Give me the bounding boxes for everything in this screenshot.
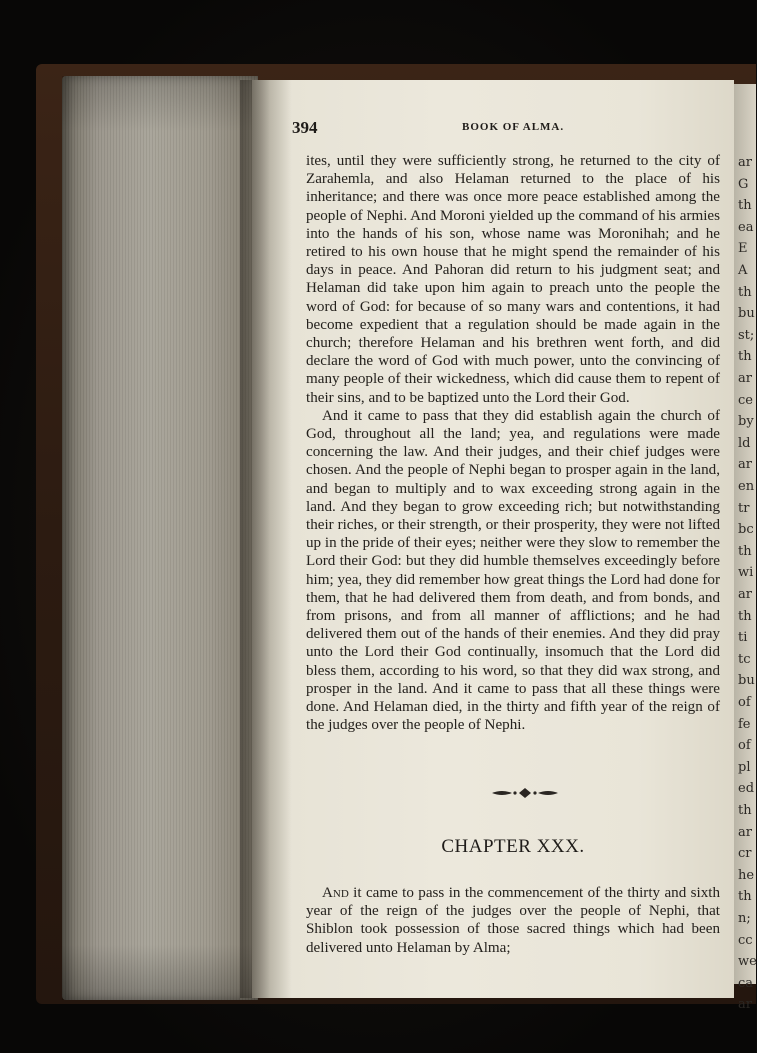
next-page-fragment: th: [738, 543, 752, 559]
next-page-fragment: ea: [738, 219, 754, 235]
next-page-fragment: G: [738, 176, 749, 192]
next-page-fragment: he: [738, 867, 755, 883]
next-page-fragment: n;: [738, 911, 751, 926]
next-page-fragment: ar: [738, 824, 752, 840]
next-page-fragment: ld: [738, 435, 751, 451]
next-page-fragment: th: [738, 889, 752, 905]
next-page-fragment: ar: [738, 997, 752, 1013]
chapter-paragraph: [306, 884, 720, 957]
next-page-fragment: st;: [738, 327, 755, 343]
next-page-fragment: ce: [738, 392, 753, 408]
ornament-divider-icon: [490, 787, 560, 799]
next-page-fragment: wi: [738, 565, 754, 581]
next-page-fragment: A: [738, 263, 748, 278]
next-page-fragment: pl: [738, 759, 751, 775]
page-header: [292, 118, 732, 142]
chapter-title: CHAPTER XXX.: [441, 836, 585, 857]
book-page: [252, 80, 734, 998]
next-page-fragment: bc: [738, 522, 754, 538]
page-edges: [62, 76, 258, 1000]
chapter-opening-text: it came to pass in the commencement of the thirty and sixth year of the reign of the judges over the people of Nephi, that Shiblon took possession of those sacred things which had been delivered unto Helaman by Alma;: [306, 885, 720, 956]
paragraph: And it came to pass that they did establish again the church of God, throughout all the land; yea, and regulations were made concerning the law. And their judges, and their chief judges were chosen. And the people of Nephi began to prosper again in the land, and began to multiply and to wax exceeding strong again in the land. And they began to grow exceeding rich; but notwithstanding their riches, or their strength, or their prosperity, they were not lifted up in the pride of their eyes; neither were they slow to remember the Lord their God: but they did humble themselves exceedingly before him; yea, they did remember how great things the Lord had done for them, that he had delivered them from death, and from bonds, and from prisons, and from all manner of afflictions; and he had delivered them out of the hands of their enemies. And they did pray unto the Lord their God continually, insomuch that the Lord did bless them, according to his word, so that they did wax strong, and prosper in the land. And it came to pass that all these things were done. And Helaman died, in the thirty and fifth year of the reign of the judges over the people of Nephi.: [306, 407, 720, 734]
next-page-fragment: by: [738, 414, 754, 430]
page-number: 394: [292, 118, 318, 137]
next-page-fragment: fe: [738, 716, 751, 732]
next-page-fragment: ar: [738, 371, 752, 386]
next-page-fragment: en: [738, 479, 755, 494]
page-edge-shadow: [240, 80, 270, 998]
next-page-fragment: E: [738, 241, 748, 257]
next-page-fragment: cr: [738, 846, 752, 862]
next-page-fragment: th: [738, 608, 752, 624]
paragraph: ites, until they were sufficiently strong, he returned to the city of Zarahemla, and also Helaman returned to the place of his inheritance; and there was once more peace established among the people of Nephi. And Moroni yielded up the command of his armies into the hands of his son, whose name was Moronihah; and he retired to his own house that he might spend the remainder of his days in peace. And Pahoran did return to his judgment seat; and Helaman did take upon him again to preach unto the people the word of God: for because of so many wars and contentions, it had become expedient that a regulation should be made again in the church; therefore Helaman and his brethren went forth, and did declare the word of God with much power, unto the convincing of many people of their wickedness, which did cause them to repent of their sins, and to be baptized unto the Lord their God.: [306, 153, 720, 406]
chapter-first-word: And: [322, 885, 349, 901]
next-page-fragment: tr: [738, 500, 750, 516]
next-page-fragment: of: [738, 695, 751, 710]
next-page-fragment: of: [738, 738, 751, 754]
next-page-fragment: ti: [738, 630, 748, 646]
next-page-fragment: ar: [738, 457, 752, 473]
next-page-fragment: ar: [738, 587, 752, 602]
next-page-edge: [734, 84, 757, 1013]
next-page-fragment: cc: [738, 932, 753, 948]
next-page-fragment: th: [738, 198, 752, 214]
page-body: [306, 152, 720, 735]
next-page-fragment: ed: [738, 781, 755, 797]
next-page-fragment: bu: [738, 673, 755, 689]
next-page-fragment: th: [738, 349, 752, 365]
next-page-fragment: tc: [738, 651, 751, 667]
next-page-fragment: th: [738, 284, 752, 300]
next-page-fragment: th: [738, 803, 752, 818]
next-page-fragment: ca: [738, 975, 754, 991]
running-head: BOOK OF ALMA.: [462, 121, 565, 133]
chapter-body: [306, 884, 720, 957]
next-page-fragment: ar: [738, 155, 752, 170]
next-page-fragment: we: [738, 954, 757, 970]
next-page-fragment: bu: [738, 306, 755, 322]
